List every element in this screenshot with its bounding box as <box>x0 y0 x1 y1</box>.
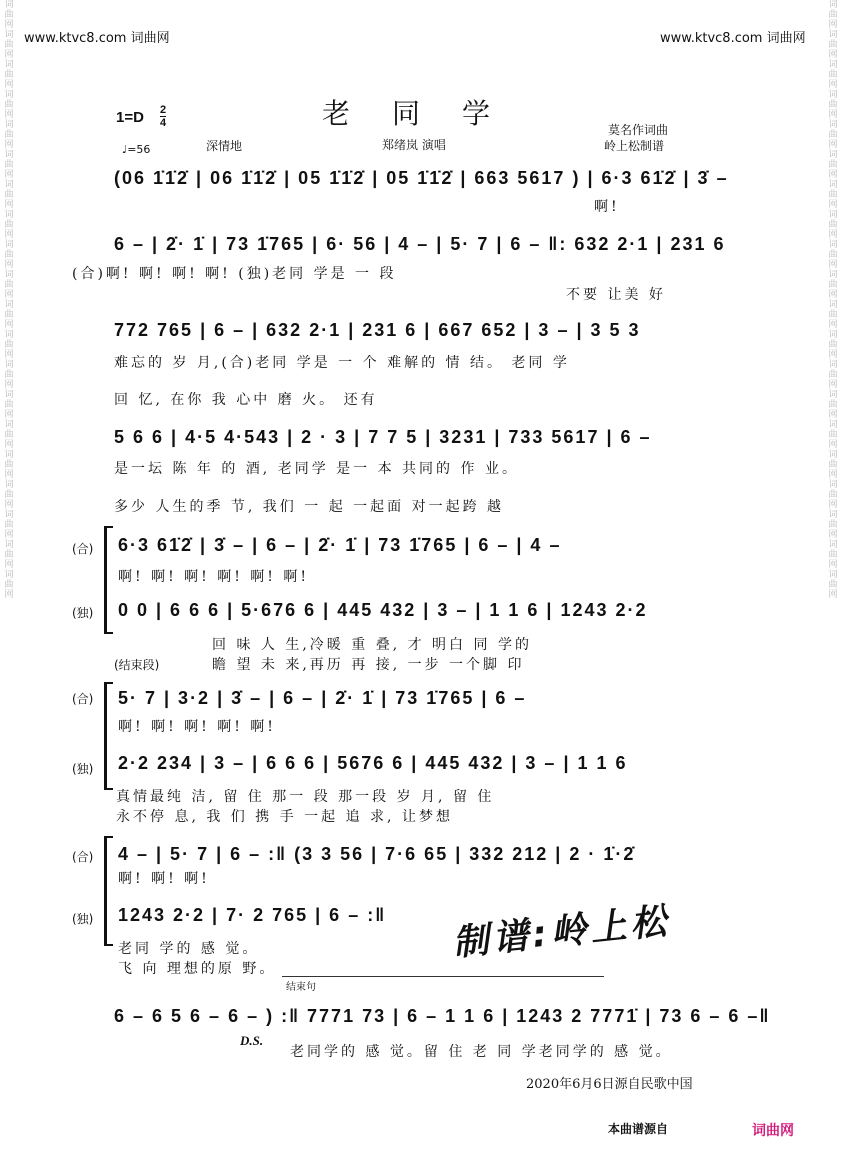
score-line-4: 5 6 6 | 4·5 4·543 | 2 · 3 | 7 7 5 | 3231 | 733 5617 | 6 – <box>114 427 652 447</box>
song-title: 老同学 <box>322 97 533 130</box>
lyric-solo-3b: 飞 向 理想的原 野。 <box>118 961 277 977</box>
arranger-credit: 岭上松制谱 <box>604 139 665 153</box>
composer-credit: 莫名作词曲 <box>608 123 669 137</box>
part-label-solo-3: (独) <box>72 912 94 926</box>
score-line-3: 772 765 | 6 – | 632 2·1 | 231 6 | 667 652 | 3 – | 3 5 3 <box>114 320 641 340</box>
lyric-line-1: 啊! <box>594 199 620 215</box>
arranger-signature: 制谱:岭上松 <box>450 900 673 965</box>
expression-mark: 深情地 <box>206 139 243 153</box>
tempo-mark: ♩=56 <box>122 143 151 156</box>
score-line-1: (06 1̇1̇2̇ | 06 1̇1̇2̇ | 05 1̇1̇2̇ | 05 1̇1̇2̇ | 663 5617 ) | 6·3 61̇2̇ | 3̇ – <box>114 168 729 188</box>
system-bracket-2 <box>104 682 113 790</box>
lyric-chorus-1: 啊! 啊! 啊! 啊! 啊! 啊! <box>118 569 310 585</box>
time-signature <box>160 104 166 129</box>
ending-phrase-line <box>282 976 604 977</box>
score-solo-1: 0 0 | 6 6 6 | 5·676 6 | 445 432 | 3 – | 1 1 6 | 1243 2·2 <box>118 600 648 620</box>
lyric-line-4: 是一坛 陈 年 的 酒, 老同学 是一 本 共同的 作 业。 <box>114 461 519 477</box>
part-label-chorus-3: (合) <box>72 850 94 864</box>
ending-phrase-label: 结束句 <box>286 982 316 993</box>
part-label-chorus-1: (合) <box>72 542 94 556</box>
lyric-line-4b: 多少 人生的季 节, 我们 一 起 一起面 对一起跨 越 <box>114 499 505 515</box>
footer-brand-link[interactable]: 词曲网 <box>752 1123 794 1139</box>
right-watermark: 词曲网词曲网词曲网词曲网词曲网词曲网词曲网词曲网词曲网词曲网词曲网词曲网词曲网词曲网词曲网词曲网词曲网词曲网词曲网词曲网 <box>828 0 838 600</box>
lyric-line-3b: 回 忆, 在你 我 心中 磨 火。 还有 <box>114 392 378 408</box>
score-final: 6 – 6 5 6 – 6 – ) :‖ 7771 73 | 6 – 1 1 6 | 1243 2 7771̇ | 73 6 – 6 –‖ <box>114 1006 771 1026</box>
time-numerator: 2 <box>160 104 167 116</box>
left-watermark: 词曲网词曲网词曲网词曲网词曲网词曲网词曲网词曲网词曲网词曲网词曲网词曲网词曲网词曲网词曲网词曲网词曲网词曲网词曲网词曲网 <box>4 0 14 600</box>
score-solo-2: 2·2 234 | 3 – | 6 6 6 | 5676 6 | 445 432 | 3 – | 1 1 6 <box>118 753 628 773</box>
score-line-2: 6 – | 2̇· 1̇ | 73 1̇765 | 6· 56 | 4 – | 5· 7 | 6 – ‖: 632 2·1 | 231 6 <box>114 234 726 254</box>
score-chorus-3: 4 – | 5· 7 | 6 – :‖ (3 3 56 | 7·6 65 | 332 212 | 2 · 1̇·2̇ <box>118 844 636 864</box>
lyric-solo-1b: 瞻 望 未 来,再历 再 接, 一步 一个脚 印 <box>212 657 525 673</box>
header-url-right[interactable]: www.ktvc8.com 词曲网 <box>660 31 806 46</box>
score-chorus-1: 6·3 61̇2̇ | 3̇ – | 6 – | 2̇· 1̇ | 73 1̇765 | 6 – | 4 – <box>118 535 562 555</box>
part-label-solo-2: (独) <box>72 762 94 776</box>
system-bracket-1 <box>104 526 113 634</box>
key-signature: 1=D <box>116 109 144 126</box>
header-url-left[interactable]: www.ktvc8.com 词曲网 <box>24 31 170 46</box>
lyric-solo-3: 老同 学的 感 觉。 <box>118 941 260 957</box>
part-label-solo-1: (独) <box>72 606 94 620</box>
lyric-line-3: 难忘的 岁 月,(合)老同 学是 一 个 难解的 情 结。 老同 学 <box>114 355 570 371</box>
lyric-chorus-2: 啊! 啊! 啊! 啊! 啊! <box>118 719 276 735</box>
lyric-line-2b: 不要 让美 好 <box>566 287 666 303</box>
lyric-final: 老同学的 感 觉。留 住 老 同 学老同学的 感 觉。 <box>290 1044 673 1060</box>
lyric-solo-2: 真情最纯 洁, 留 住 那一 段 那一段 岁 月, 留 住 <box>116 789 495 805</box>
lyric-solo-2b: 永不停 息, 我 们 携 手 一起 追 求, 让梦想 <box>116 809 453 825</box>
score-chorus-2: 5· 7 | 3·2 | 3̇ – | 6 – | 2̇· 1̇ | 73 1̇765 | 6 – <box>118 688 527 708</box>
ending-section-label: (结束段) <box>114 658 160 672</box>
footer-source: 本曲谱源自 <box>608 1122 669 1136</box>
ds-mark: D.S. <box>240 1033 264 1048</box>
singer-credit: 郑绪岚 演唱 <box>382 138 446 152</box>
lyric-chorus-3: 啊! 啊! 啊! <box>118 871 210 887</box>
lyric-solo-1: 回 味 人 生,冷暖 重 叠, 才 明白 同 学的 <box>212 637 532 653</box>
lyric-line-2: (合)啊! 啊! 啊! 啊! (独)老同 学是 一 段 <box>72 266 397 282</box>
score-solo-3: 1243 2·2 | 7· 2 765 | 6 – :‖ <box>118 905 387 925</box>
part-label-chorus-2: (合) <box>72 692 94 706</box>
system-bracket-3 <box>104 836 113 946</box>
time-denominator: 4 <box>160 117 167 129</box>
date-line: 2020年6月6日源自民歌中国 <box>526 1077 693 1092</box>
